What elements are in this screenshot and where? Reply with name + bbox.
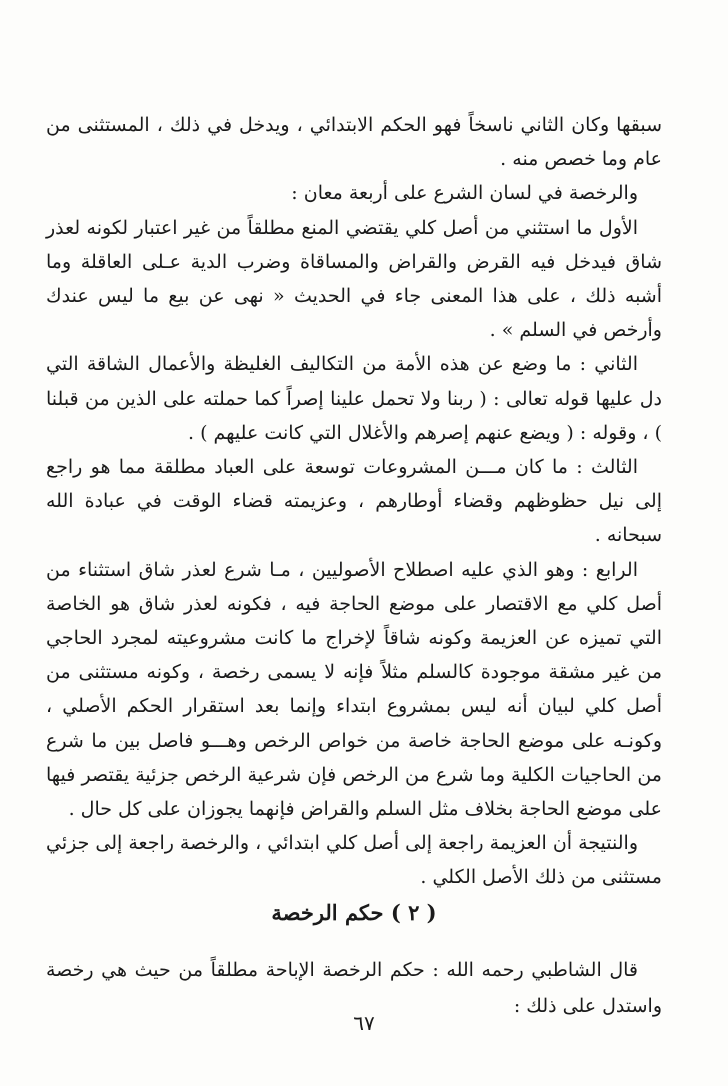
paragraph-second-meaning: الثاني : ما وضع عن هذه الأمة من التكاليف الغليظة والأعمال الشاقة التي دل عليها قوله تعالى : ( ربنا ولا تحمل علينا إصراً كما حملته على الذين من قبلنا ) ، وقوله : ( ويضع عنهم إصرهم والأغلال التي كانت عليهم ) . <box>46 353 662 444</box>
paragraph-conclusion: والنتيجة أن العزيمة راجعة إلى أصل كلي ابتدائي ، والرخصة راجعة إلى جزئي مستثنى من ذلك الأصل الكلي . <box>46 832 662 889</box>
page-number: ٦٧ <box>353 1011 375 1035</box>
paragraph-shatibi-quote: قال الشاطبي رحمه الله : حكم الرخصة الإباحة مطلقاً من حيث هي رخصة واستدل على ذلك : <box>46 959 662 1017</box>
paragraph-first-meaning: الأول ما استثني من أصل كلي يقتضي المنع مطلقاً من غير اعتبار لكونه لعذر شاق فيدخل فيه القرض والقراض والمساقاة وضرب الدية عـلى العاقلة وما أشبه ذلك ، على هذا المعنى جاء في الحديث « نهى عن بيع ما ليس عندك وأرخص في السلم » . <box>46 216 662 342</box>
paragraph-fourth-meaning: الرابع : وهو الذي عليه اصطلاح الأصوليين ، مـا شرع لعذر شاق استثناء من أصل كلي مع الاقتصار على موضع الحاجة فيه ، فكونه لعذر شاق هو الخاصة التي تميزه عن العزيمة وكونه شاقاً لإخراج ما كانت مشروعيته لمجرد الحاجي من غير مشقة موجودة كالسلم مثلاً فإنه لا يسمى رخصة ، وكونه مستثنى من أصل كلي لبيان أنه ليس بمشروع ابتداء وإنما بعد استقرار الحكم الأصلي ، وكونـه على موضع الحاجة خاصة من خواص الرخص وهـــو فاصل بين ما شرع من الحاجيات الكلية وما شرع من الرخص فإن شرعية الرخص جزئية يقتصر فيها على موضع الحاجة بخلاف مثل السلم والقراض فإنهما يجوزان على كل حال . <box>46 558 662 821</box>
section-heading: ( ٢ ) حكم الرخصة <box>271 900 437 925</box>
body-text <box>46 108 662 895</box>
paragraph-meanings-intro: والرخصة في لسان الشرع على أربعة معان : <box>291 182 638 205</box>
paragraph-third-meaning: الثالث : ما كان مـــن المشروعات توسعة على العباد مطلقة مما هو راجع إلى نيل حظوظهم وقضاء أوطارهم ، وعزيمته قضاء الوقت في عبادة الله سبحانه . <box>46 456 662 547</box>
paragraph-continuation: سبقها وكان الثاني ناسخاً فهو الحكم الابتدائي ، ويدخل في ذلك ، المستثنى من عام وما خصص منه . <box>46 114 662 171</box>
